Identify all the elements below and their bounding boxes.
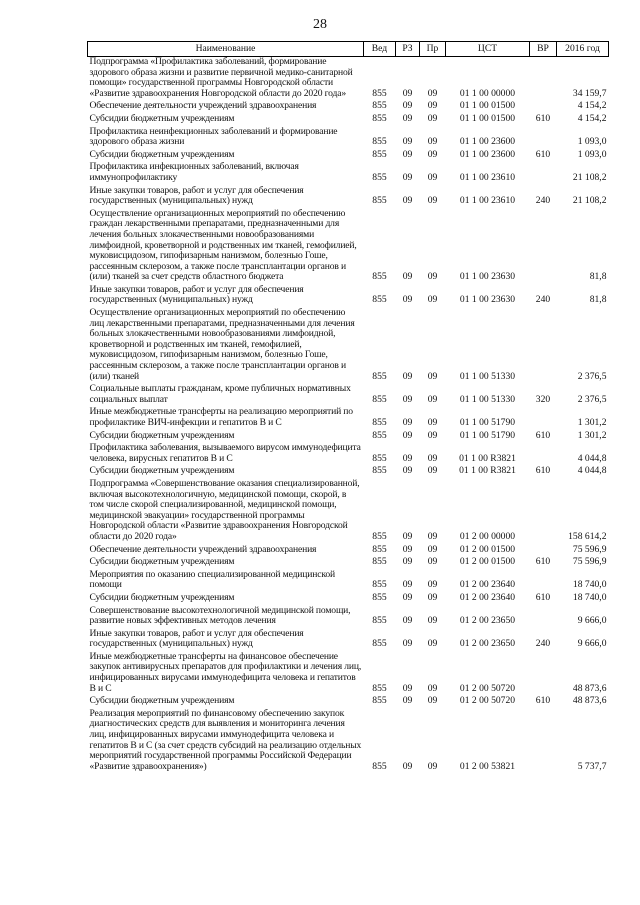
row-cst: 01 2 00 53821	[459, 760, 516, 772]
row-ved: 855	[372, 591, 387, 603]
row-ved: 855	[372, 136, 387, 148]
header-pr: Пр	[420, 42, 446, 57]
row-ved: 855	[372, 100, 387, 112]
row-name: Субсидии бюджетным учреждениям	[89, 112, 235, 124]
row-sum: 2 376,5	[577, 370, 607, 382]
row-rz: 09	[402, 148, 413, 160]
row-cst: 01 1 00 23630	[459, 271, 516, 283]
row-name: Мероприятия по оказанию специализированной медицинской помощи	[89, 568, 335, 591]
header-rz: РЗ	[396, 42, 420, 57]
row-vr: 610	[535, 556, 551, 568]
row-name: Иные межбюджетные трансферты на финансовое обеспечение закупок антивирусных препаратов для профилактики и лечения лиц, инфицированных вирусами иммунодефицита человека и гепатитов В и С	[89, 650, 362, 694]
row-cst: 01 1 00 51330	[459, 370, 516, 382]
row-cst: 01 2 00 23650	[459, 615, 516, 627]
row-ved: 855	[372, 695, 387, 707]
row-name: Профилактика неинфекционных заболеваний и формирование здорового образа жизни	[89, 125, 338, 148]
row-vr: 610	[535, 429, 551, 441]
header-sum: 2016 год	[557, 42, 609, 57]
budget-table	[87, 41, 609, 774]
row-name: Профилактика инфекционных заболеваний, включая иммунопрофилактику	[89, 161, 299, 183]
table-row	[88, 443, 609, 466]
row-ved: 855	[372, 393, 387, 405]
row-ved: 855	[372, 148, 387, 160]
row-rz: 09	[402, 452, 413, 464]
row-ved: 855	[372, 370, 387, 382]
row-name: Субсидии бюджетным учреждениям	[89, 465, 235, 477]
row-cst: 01 2 00 00000	[459, 530, 516, 542]
row-name: Профилактика заболевания, вызываемого вирусом иммунодефицита человека, вирусных гепатитов В и С	[89, 442, 361, 464]
row-pr: 09	[427, 271, 438, 283]
row-cst: 01 1 00 23600	[459, 148, 516, 160]
row-cst: 01 1 00 23600	[459, 136, 516, 148]
row-sum: 34 159,7	[572, 87, 607, 99]
row-rz: 09	[402, 417, 413, 428]
row-rz: 09	[402, 87, 413, 99]
row-sum: 48 873,6	[572, 682, 607, 694]
row-rz: 09	[402, 615, 413, 627]
row-name: Субсидии бюджетным учреждениям	[89, 695, 235, 707]
row-pr: 09	[427, 579, 438, 591]
row-sum: 1 093,0	[577, 148, 607, 160]
row-cst: 01 2 00 01500	[459, 556, 516, 568]
row-pr: 09	[427, 615, 438, 627]
row-ved: 855	[372, 615, 387, 627]
row-vr: 610	[535, 148, 551, 160]
row-ved: 855	[372, 543, 387, 555]
row-name: Субсидии бюджетным учреждениям	[89, 148, 235, 160]
row-pr: 09	[427, 87, 438, 99]
row-vr	[530, 209, 557, 285]
row-ved: 855	[372, 579, 387, 591]
row-name: Подпрограмма «Совершенствование оказания специализированной, включая высокотехнологичную, медицинской помощи, скорой, в том числе скорой специализированной, медицинской помощи, медицинской эвакуации» государственной программы Новгородской области «Развитие здравоохранения Новгородской области до 2020 года»	[89, 477, 360, 542]
row-sum: 1 093,0	[577, 136, 607, 148]
row-sum: 18 740,0	[572, 579, 607, 591]
row-rz: 09	[402, 171, 413, 183]
table-row	[88, 557, 609, 570]
row-pr: 09	[427, 370, 438, 382]
row-vr: 240	[535, 638, 551, 650]
row-sum: 1 301,2	[577, 417, 607, 428]
table-row	[88, 209, 609, 285]
row-sum: 9 666,0	[577, 615, 607, 627]
table-row	[88, 285, 609, 308]
row-sum: 5 737,7	[577, 760, 607, 772]
row-cst: 01 1 00 23630	[459, 294, 516, 306]
header-vr: ВР	[530, 42, 557, 57]
row-vr	[530, 407, 557, 430]
row-name: Иные закупки товаров, работ и услуг для обеспечения государственных (муниципальных) нужд	[89, 627, 304, 650]
table-row	[88, 652, 609, 696]
row-cst: 01 1 00 R3821	[459, 452, 516, 464]
row-vr: 240	[535, 294, 551, 306]
row-sum: 4 044,8	[577, 452, 607, 464]
row-rz: 09	[402, 638, 413, 650]
row-ved: 855	[372, 638, 387, 650]
row-rz: 09	[402, 100, 413, 112]
row-cst: 01 1 00 51330	[459, 393, 516, 405]
table-row	[88, 593, 609, 606]
row-vr	[530, 127, 557, 150]
row-vr	[530, 652, 557, 696]
row-rz: 09	[402, 579, 413, 591]
row-ved: 855	[372, 556, 387, 568]
row-pr: 09	[427, 294, 438, 306]
row-rz: 09	[402, 429, 413, 441]
row-vr	[530, 709, 557, 775]
row-rz: 09	[402, 393, 413, 405]
table-row	[88, 606, 609, 629]
row-rz: 09	[402, 695, 413, 707]
row-sum: 4 044,8	[577, 465, 607, 477]
row-rz: 09	[402, 370, 413, 382]
row-sum: 4 154,2	[577, 100, 607, 112]
row-pr: 09	[427, 682, 438, 694]
row-name: Социальные выплаты гражданам, кроме публичных нормативных социальных выплат	[89, 383, 351, 405]
row-rz: 09	[402, 682, 413, 694]
table-row	[88, 629, 609, 652]
row-sum: 48 873,6	[572, 695, 607, 707]
row-vr: 610	[535, 695, 551, 707]
row-pr: 09	[427, 760, 438, 772]
row-pr: 09	[427, 136, 438, 148]
table-row	[88, 479, 609, 545]
table-row	[88, 709, 609, 775]
row-vr: 610	[535, 465, 551, 477]
row-vr	[530, 606, 557, 629]
row-sum: 75 596,9	[572, 543, 607, 555]
row-name: Иные межбюджетные трансферты на реализацию мероприятий по профилактике ВИЧ-инфекции и гепатитов В и С	[89, 406, 353, 428]
table-row	[88, 186, 609, 209]
row-ved: 855	[372, 171, 387, 183]
row-vr	[530, 570, 557, 593]
row-vr	[530, 308, 557, 384]
row-pr: 09	[427, 465, 438, 477]
row-ved: 855	[372, 530, 387, 542]
row-name: Осуществление организационных мероприятий по обеспечению граждан лекарственными препаратами, предназначенными для лечения больных злокачественными новообразованиями лимфоидной, кроветворной и родственных им тканей, гемофилией, муковисцидозом, гипофизарным нанизмом, болезнью Гоше, рассеянным склерозом, а также после трансплантации органов и (или) тканей за счет средств областного бюджета	[89, 207, 357, 283]
row-cst: 01 1 00 23610	[459, 195, 516, 207]
header-ved: Вед	[364, 42, 396, 57]
row-sum: 75 596,9	[572, 556, 607, 568]
row-pr: 09	[427, 100, 438, 112]
row-sum: 1 301,2	[577, 429, 607, 441]
row-ved: 855	[372, 271, 387, 283]
row-pr: 09	[427, 543, 438, 555]
row-ved: 855	[372, 195, 387, 207]
row-name: Совершенствование высокотехнологичной медицинской помощи, развитие новых эффективных методов лечения	[89, 604, 351, 627]
header-cst: ЦСТ	[446, 42, 530, 57]
row-name: Подпрограмма «Профилактика заболеваний, формирование здорового образа жизни и развитие первичной медико-санитарной помощи» государственной программы Новгородской области «Развитие здравоохранения Новгородской области до 2020 года»	[89, 56, 353, 99]
row-pr: 09	[427, 429, 438, 441]
row-name: Субсидии бюджетным учреждениям	[89, 556, 235, 568]
row-sum: 158 614,2	[568, 530, 607, 542]
row-sum: 18 740,0	[572, 591, 607, 603]
table-row	[88, 114, 609, 127]
row-ved: 855	[372, 452, 387, 464]
row-vr: 240	[535, 195, 551, 207]
row-rz: 09	[402, 136, 413, 148]
row-cst: 01 2 00 23640	[459, 591, 516, 603]
row-pr: 09	[427, 530, 438, 542]
row-name: Обеспечение деятельности учреждений здравоохранения	[89, 543, 317, 555]
row-name: Субсидии бюджетным учреждениям	[89, 591, 235, 603]
table-body	[88, 57, 609, 775]
row-cst: 01 1 00 00000	[459, 87, 516, 99]
row-cst: 01 1 00 01500	[459, 112, 516, 124]
table-header-row	[88, 42, 609, 57]
row-sum: 21 108,2	[572, 171, 607, 183]
row-cst: 01 2 00 50720	[459, 695, 516, 707]
row-pr: 09	[427, 112, 438, 124]
row-vr: 610	[535, 591, 551, 603]
row-vr	[530, 162, 557, 185]
row-name: Обеспечение деятельности учреждений здравоохранения	[89, 100, 317, 112]
row-sum: 21 108,2	[572, 195, 607, 207]
row-pr: 09	[427, 638, 438, 650]
row-ved: 855	[372, 294, 387, 306]
row-rz: 09	[402, 530, 413, 542]
row-rz: 09	[402, 556, 413, 568]
row-ved: 855	[372, 417, 387, 428]
row-pr: 09	[427, 695, 438, 707]
table-row	[88, 162, 609, 185]
row-sum: 4 154,2	[577, 112, 607, 124]
row-cst: 01 1 00 23610	[459, 171, 516, 183]
row-name: Иные закупки товаров, работ и услуг для обеспечения государственных (муниципальных) нужд	[89, 184, 304, 207]
row-cst: 01 2 00 01500	[459, 543, 516, 555]
row-sum: 81,8	[589, 294, 607, 306]
row-name: Осуществление организационных мероприятий по обеспечению лиц лекарственными препаратами, предназначенными для лечения больных злокачественными новообразованиями лимфоидной, кроветворной и родственных им тканей, гемофилией, муковисцидозом, гипофизарным нанизмом, болезнью Гоше, рассеянным склерозом, а также после трансплантации органов и (или) тканей	[89, 307, 355, 382]
table-row	[88, 384, 609, 407]
table-row	[88, 407, 609, 430]
row-pr: 09	[427, 417, 438, 428]
row-name: Реализация мероприятий по финансовому обеспечению закупок диагностических средств для выявления и мониторинга лечения лиц, инфицированных вирусами иммунодефицита человека и гепатитов В и С (за счет средств субсидий на реализацию отдельных мероприятий государственной программы Российской Федерации «Развитие здравоохранения»)	[89, 707, 362, 772]
table-row	[88, 308, 609, 384]
row-vr: 320	[535, 393, 551, 405]
row-vr: 610	[535, 112, 551, 124]
row-ved: 855	[372, 429, 387, 441]
row-cst: 01 1 00 51790	[459, 429, 516, 441]
row-pr: 09	[427, 195, 438, 207]
row-vr	[530, 57, 557, 102]
row-sum: 81,8	[589, 271, 607, 283]
row-rz: 09	[402, 760, 413, 772]
row-ved: 855	[372, 112, 387, 124]
row-ved: 855	[372, 682, 387, 694]
row-vr	[530, 443, 557, 466]
row-pr: 09	[427, 591, 438, 603]
row-sum: 2 376,5	[577, 393, 607, 405]
header-name: Наименование	[88, 42, 364, 57]
table-row	[88, 57, 609, 102]
row-vr	[530, 479, 557, 545]
row-cst: 01 2 00 23640	[459, 579, 516, 591]
row-pr: 09	[427, 393, 438, 405]
row-name: Субсидии бюджетным учреждениям	[89, 429, 235, 441]
table-row	[88, 696, 609, 709]
row-cst: 01 2 00 50720	[459, 682, 516, 694]
row-rz: 09	[402, 112, 413, 124]
row-ved: 855	[372, 87, 387, 99]
row-rz: 09	[402, 465, 413, 477]
table-row	[88, 570, 609, 593]
row-rz: 09	[402, 543, 413, 555]
row-cst: 01 1 00 01500	[459, 100, 516, 112]
row-cst: 01 2 00 23650	[459, 638, 516, 650]
row-rz: 09	[402, 271, 413, 283]
page-number: 28	[313, 17, 327, 32]
row-cst: 01 1 00 R3821	[459, 465, 516, 477]
row-name: Иные закупки товаров, работ и услуг для обеспечения государственных (муниципальных) нужд	[89, 283, 304, 306]
row-pr: 09	[427, 171, 438, 183]
row-ved: 855	[372, 760, 387, 772]
row-rz: 09	[402, 294, 413, 306]
row-cst: 01 1 00 51790	[459, 417, 516, 428]
row-pr: 09	[427, 452, 438, 464]
row-rz: 09	[402, 591, 413, 603]
row-pr: 09	[427, 556, 438, 568]
row-sum: 9 666,0	[577, 638, 607, 650]
row-ved: 855	[372, 465, 387, 477]
table-row	[88, 127, 609, 150]
row-rz: 09	[402, 195, 413, 207]
row-pr: 09	[427, 148, 438, 160]
